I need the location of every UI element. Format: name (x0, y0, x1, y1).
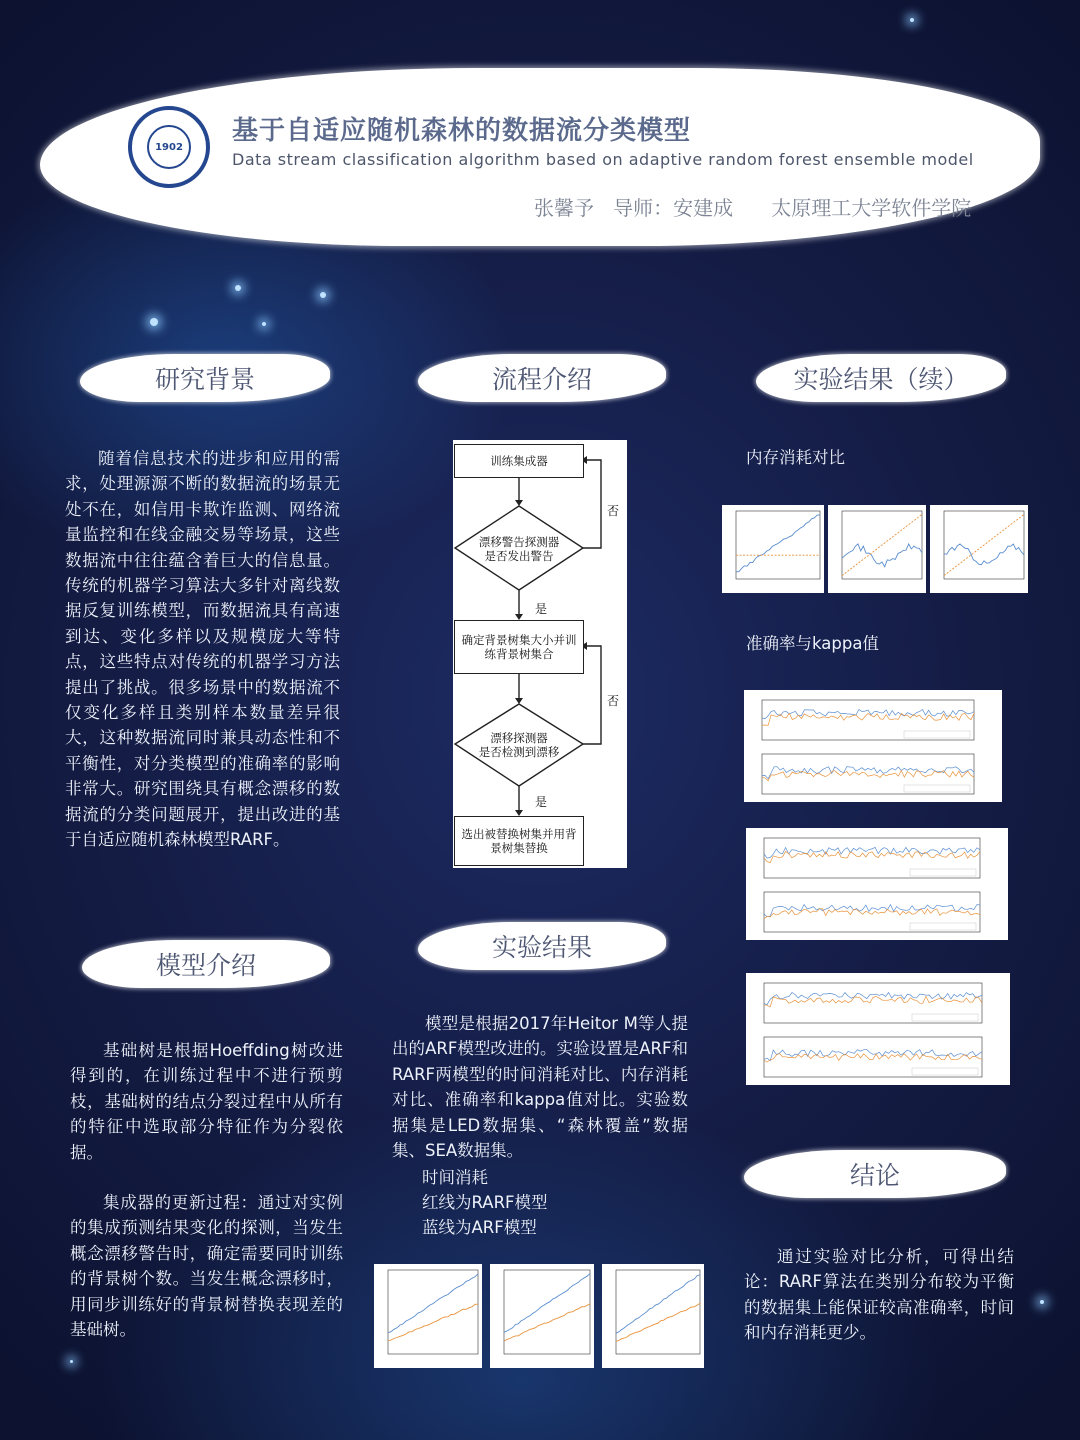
flow-decision-line: 是否发出警告 (484, 549, 554, 563)
model-text (70, 1038, 343, 1342)
section-heading-label: 结论 (849, 1161, 900, 1190)
flow-step-train-ensemble (454, 444, 584, 478)
decor-star (235, 285, 241, 291)
results-time-label: 时间消耗 (422, 1168, 488, 1187)
legend-box (912, 1068, 978, 1075)
results-arf-legend: 蓝线为ARF模型 (422, 1218, 537, 1237)
flow-step-label: 训练集成器 (490, 454, 548, 468)
section-heading-label: 模型介绍 (155, 951, 256, 980)
accuracy-kappa-plot (746, 973, 1010, 1085)
university-logo (128, 106, 210, 188)
conclusion-text (744, 1244, 1014, 1346)
memory-chart-3 (930, 505, 1028, 593)
background-paragraph: 随着信息技术的进步和应用的需求，处理源源不断的数据流的场景无处不在，如信用卡欺诈监测、网络流量监控和在线金融交易等场景，这些数据流中往往蕴含着巨大的信息量。传统的机器学习算法大多针对离线数据反复训练模型，而数据流具有高速到达、变化多样以及规模庞大等特点，这些特点对传统的机器学习方法提出了挑战。很多场景中的数据流不仅变化多样且类别样本数量差异很大，这种数据流同时兼具动态性和不平衡性，对分类模型的准确率的影响非常大。研究围绕具有概念漂移的数据流的分类问题展开，提出改进的基于自适应随机森林模型RARF。 (65, 449, 340, 850)
accuracy-kappa-chart-1 (744, 690, 1002, 802)
flow-no-label: 否 (607, 694, 620, 708)
arf-series-line (764, 993, 982, 1005)
model-paragraph-2: 集成器的更新过程：通过对实例的集成预测结果变化的探测，当发生概念漂移警告时，确定需要同时训练的背景树个数。当发生概念漂移时，用同步训练好的背景树替换表现差的基础树。 (70, 1193, 343, 1340)
flow-decision-warning (461, 535, 577, 563)
results-paragraph: 模型是根据2017年Heitor M等人提出的ARF模型改进的。实验设置是ARF和RARF两模型的时间消耗对比、内存消耗对比、准确率和kappa值对比。实验数据集是LED数据集、“森林覆盖”数据集、SEA数据集。 (392, 1014, 688, 1161)
background-text (65, 446, 340, 853)
memory-chart-plot (930, 505, 1028, 593)
poster-authors: 张馨予 导师：安建成 太原理工大学软件学院 (534, 196, 972, 220)
flow-decision-line: 漂移警告探测器 (478, 535, 560, 549)
legend-box (904, 785, 970, 792)
time-chart-1 (374, 1264, 482, 1368)
time-chart-plot (602, 1264, 704, 1368)
results-rarf-legend: 红线为RARF模型 (422, 1193, 548, 1212)
decor-star (150, 318, 158, 326)
poster-title: 基于自适应随机森林的数据流分类模型 (232, 116, 692, 146)
plot-frame (736, 511, 820, 579)
decor-star (262, 322, 266, 326)
legend-box (910, 869, 976, 876)
memory-chart-plot (722, 505, 824, 593)
arf-series-line (736, 515, 820, 572)
flow-step-replace-trees (454, 816, 584, 866)
arf-series-line (764, 847, 980, 858)
section-heading-conclusion (744, 1150, 1006, 1198)
section-heading-results-cont (756, 354, 1006, 402)
decor-star (1040, 1300, 1044, 1304)
legend-box (910, 923, 976, 930)
section-heading-model (82, 940, 330, 988)
decor-star (320, 292, 326, 298)
rarf-series-line (504, 1304, 590, 1342)
section-heading-label: 流程介绍 (491, 365, 592, 394)
arf-series-line (616, 1275, 700, 1334)
time-chart-2 (490, 1264, 594, 1368)
section-heading-label: 研究背景 (154, 365, 255, 394)
poster-subtitle: Data stream classification algorithm based on adaptive random forest ensemble model (232, 150, 974, 169)
arf-series-line (504, 1274, 590, 1333)
flow-step-line: 确定背景树集大小并训 (461, 633, 577, 647)
arf-series-line (944, 544, 1024, 565)
rarf-series-line (764, 851, 980, 862)
results-text (392, 1011, 688, 1163)
flow-decision-line: 是否检测到漂移 (478, 745, 560, 759)
memory-label: 内存消耗对比 (746, 448, 845, 467)
accuracy-kappa-label: 准确率与kappa值 (746, 634, 879, 653)
section-heading-results (418, 922, 666, 970)
section-heading-flow (418, 354, 666, 402)
section-heading-background (80, 354, 330, 402)
logo-year: 1902 (147, 125, 191, 169)
memory-chart-plot (828, 505, 926, 593)
rarf-series-line (388, 1304, 478, 1341)
flow-decision-drift (461, 731, 577, 759)
legend-box (912, 1014, 978, 1021)
accuracy-kappa-plot (746, 828, 1008, 940)
arf-series-line (764, 905, 980, 917)
time-chart-3 (602, 1264, 704, 1368)
flow-yes-label: 是 (535, 602, 548, 616)
decor-star (910, 18, 914, 22)
memory-chart-2 (828, 505, 926, 593)
memory-chart-1 (722, 505, 824, 593)
legend-box (904, 731, 970, 738)
rarf-series-line (616, 1303, 700, 1341)
model-paragraph-1: 基础树是根据Hoeffding树改进得到的，在训练过程中不进行预剪枝，基础树的结点分裂过程中从所有的特征中选取部分特征作为分裂依据。 (70, 1041, 343, 1162)
time-chart-plot (490, 1264, 594, 1368)
section-heading-label: 实验结果（续） (793, 365, 969, 394)
time-chart-plot (374, 1264, 482, 1368)
rarf-series-line (764, 909, 980, 919)
conclusion-paragraph: 通过实验对比分析，可得出结论：RARF算法在类别分布较为平衡的数据集上能保证较高准确率，时间和内存消耗更少。 (744, 1247, 1014, 1343)
accuracy-kappa-chart-3 (746, 973, 1010, 1085)
rarf-series-line (764, 996, 982, 1007)
accuracy-kappa-chart-2 (746, 828, 1008, 940)
arf-series-line (388, 1274, 478, 1333)
rarf-series-line (764, 1054, 982, 1063)
rarf-series-line (762, 713, 974, 725)
flow-step-line: 景树集替换 (490, 841, 548, 855)
flow-decision-line: 漂移探测器 (490, 731, 548, 745)
flow-step-line: 选出被替换树集并用背 (461, 827, 577, 841)
flow-step-background-trees (454, 620, 584, 674)
flow-yes-label: 是 (535, 795, 548, 809)
decor-star (70, 1360, 73, 1363)
flowchart (453, 440, 627, 868)
rarf-series-line (842, 514, 922, 575)
flow-no-label: 否 (607, 504, 620, 518)
accuracy-kappa-plot (744, 690, 1002, 802)
flow-step-line: 练背景树集合 (484, 647, 554, 661)
arf-series-line (842, 544, 922, 567)
section-heading-label: 实验结果 (491, 933, 592, 962)
